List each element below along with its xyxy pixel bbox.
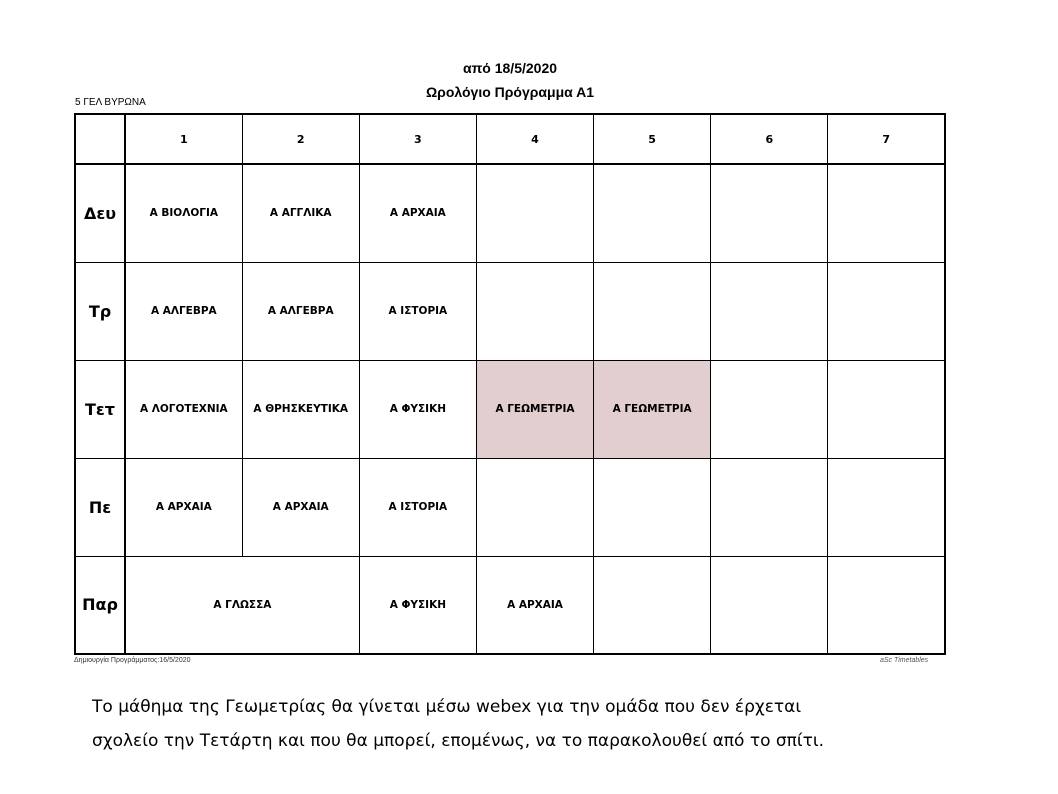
day-row-friday (75, 556, 945, 654)
school-name: 5 ΓΕΛ ΒΥΡΩΝΑ (75, 97, 146, 108)
lesson-cell (711, 360, 828, 458)
period-header: 3 (359, 114, 476, 164)
lesson-cell (594, 458, 711, 556)
lesson-cell: Α ΙΣΤΟΡΙΑ (359, 262, 476, 360)
lesson-cell: Α ΑΡΧΑΙΑ (242, 458, 359, 556)
day-label: Παρ (75, 556, 125, 654)
corner-cell (75, 114, 125, 164)
timetable (74, 113, 946, 655)
period-header: 2 (242, 114, 359, 164)
day-label: Δευ (75, 164, 125, 262)
lesson-cell: Α ΑΓΓΛΙΚΑ (242, 164, 359, 262)
lesson-cell-double: Α ΓΛΩΣΣΑ (125, 556, 359, 654)
lesson-cell (594, 556, 711, 654)
note-line: σχολείο την Τετάρτη και που θα μπορεί, επομένως, να το παρακολουθεί από το σπίτι. (92, 731, 825, 751)
lesson-cell: Α ΘΡΗΣΚΕΥΤΙΚΑ (242, 360, 359, 458)
lesson-cell (476, 262, 593, 360)
period-header-row (75, 114, 945, 164)
lesson-cell (594, 262, 711, 360)
day-label: Τετ (75, 360, 125, 458)
lesson-cell (711, 164, 828, 262)
day-row-tuesday (75, 262, 945, 360)
period-header: 6 (711, 114, 828, 164)
lesson-cell (711, 458, 828, 556)
lesson-cell (711, 556, 828, 654)
lesson-cell (594, 164, 711, 262)
credit-footer: aSc Timetables (880, 657, 929, 664)
lesson-cell-highlighted: Α ΓΕΩΜΕΤΡΙΑ (594, 360, 711, 458)
lesson-cell: Α ΑΡΧΑΙΑ (125, 458, 242, 556)
day-row-monday (75, 164, 945, 262)
period-header: 4 (476, 114, 593, 164)
period-header: 7 (828, 114, 945, 164)
lesson-cell (828, 262, 945, 360)
announcement-note (92, 690, 992, 758)
lesson-cell (828, 458, 945, 556)
lesson-cell (476, 164, 593, 262)
lesson-cell: Α ΑΡΧΑΙΑ (476, 556, 593, 654)
lesson-cell: Α ΒΙΟΛΟΓΙΑ (125, 164, 242, 262)
lesson-cell: Α ΦΥΣΙΚΗ (359, 360, 476, 458)
lesson-cell: Α ΑΛΓΕΒΡΑ (125, 262, 242, 360)
lesson-cell-highlighted: Α ΓΕΩΜΕΤΡΙΑ (476, 360, 593, 458)
period-header: 1 (125, 114, 242, 164)
lesson-cell: Α ΛΟΓΟΤΕΧΝΙΑ (125, 360, 242, 458)
lesson-cell (828, 360, 945, 458)
period-header: 5 (594, 114, 711, 164)
schedule-effective-date: από 18/5/2020 (462, 60, 558, 76)
creation-date-footer: Δημιουργία Προγράμματος:16/5/2020 (74, 657, 191, 664)
day-label: Πε (75, 458, 125, 556)
lesson-cell: Α ΦΥΣΙΚΗ (359, 556, 476, 654)
day-row-thursday (75, 458, 945, 556)
lesson-cell (711, 262, 828, 360)
note-line: Το μάθημα της Γεωμετρίας θα γίνεται μέσω webex για την ομάδα που δεν έρχεται (92, 697, 802, 717)
lesson-cell (828, 164, 945, 262)
lesson-cell: Α ΑΡΧΑΙΑ (359, 164, 476, 262)
lesson-cell: Α ΙΣΤΟΡΙΑ (359, 458, 476, 556)
day-label: Τρ (75, 262, 125, 360)
lesson-cell (476, 458, 593, 556)
lesson-cell: Α ΑΛΓΕΒΡΑ (242, 262, 359, 360)
lesson-cell (828, 556, 945, 654)
day-row-wednesday (75, 360, 945, 458)
page-title: Ωρολόγιο Πρόγραμμα Α1 (425, 84, 595, 100)
